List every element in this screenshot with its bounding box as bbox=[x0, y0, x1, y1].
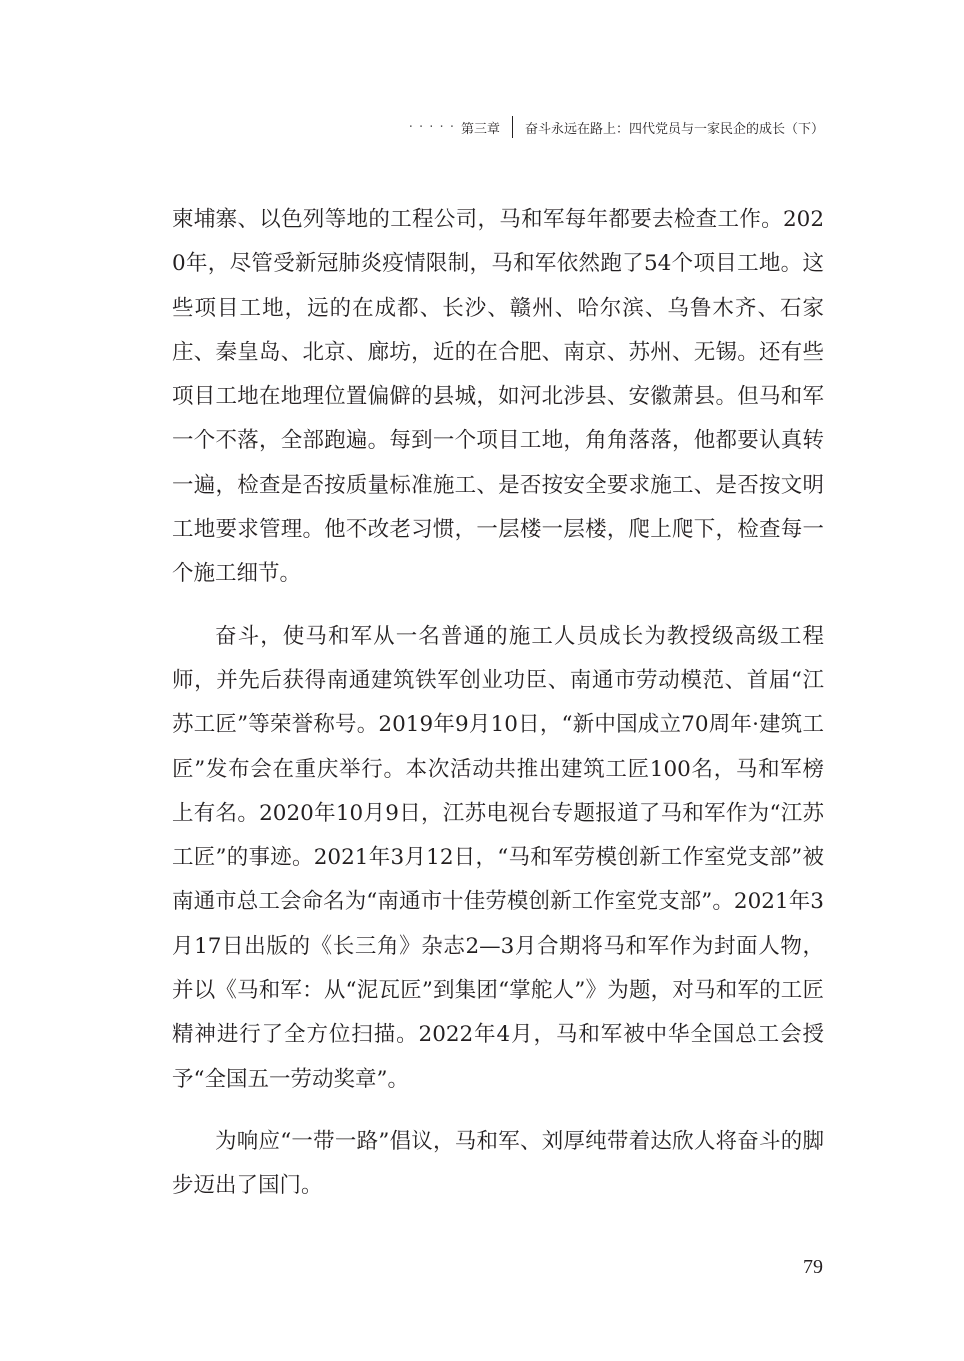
chapter-title: 奋斗永远在路上：四代党员与一家民企的成长（下） bbox=[524, 121, 824, 137]
paragraph-1: 柬埔寨、以色列等地的工程公司，马和军每年都要去检查工作。2020年，尽管受新冠肺炎疫情限制，马和军依然跑了54个项目工地。这些项目工地，远的在成都、长沙、赣州、哈尔滨、乌鲁木齐、石家庄、秦皇岛、北京、廊坊，近的在合肥、南京、苏州、无锡。还有些项目工地在地理位置偏僻的县城，如河北涉县、安徽萧县。但马和军一个不落，全部跑遍。每到一个项目工地，角角落落，他都要认真转一遍，检查是否按质量标准施工、是否按安全要求施工、是否按文明工地要求管理。他不改老习惯，一层楼一层楼，爬上爬下，检查每一个施工细节。 bbox=[172, 207, 824, 587]
paragraph-2: 奋斗，使马和军从一名普通的施工人员成长为教授级高级工程师，并先后获得南通建筑铁军创业功臣、南通市劳动模范、首届“江苏工匠”等荣誉称号。2019年9月10日，“新中国成立70周年·建筑工匠”发布会在重庆举行。本次活动共推出建筑工匠100名，马和军榜上有名。2020年10月9日，江苏电视台专题报道了马和军作为“江苏工匠”的事迹。2021年3月12日，“马和军劳模创新工作室党支部”被南通市总工会命名为“南通市十佳劳模创新工作室党支部”。2021年3月17日出版的《长三角》杂志2—3月合期将马和军作为封面人物，并以《马和军：从“泥瓦匠”到集团“掌舵人”》为题，对马和军的工匠精神进行了全方位扫描。2022年4月，马和军被中华全国总工会授予“全国五一劳动奖章”。 bbox=[172, 623, 824, 1092]
running-head-divider bbox=[512, 116, 513, 138]
running-head-dots: · · · · · bbox=[408, 119, 455, 135]
page-number: 79 bbox=[803, 1256, 823, 1278]
chapter-label: 第三章 bbox=[460, 121, 500, 137]
running-head bbox=[409, 114, 824, 140]
body-text bbox=[172, 198, 824, 1209]
paragraph-3: 为响应“一带一路”倡议，马和军、刘厚纯带着达欣人将奋斗的脚步迈出了国门。 bbox=[172, 1128, 824, 1199]
